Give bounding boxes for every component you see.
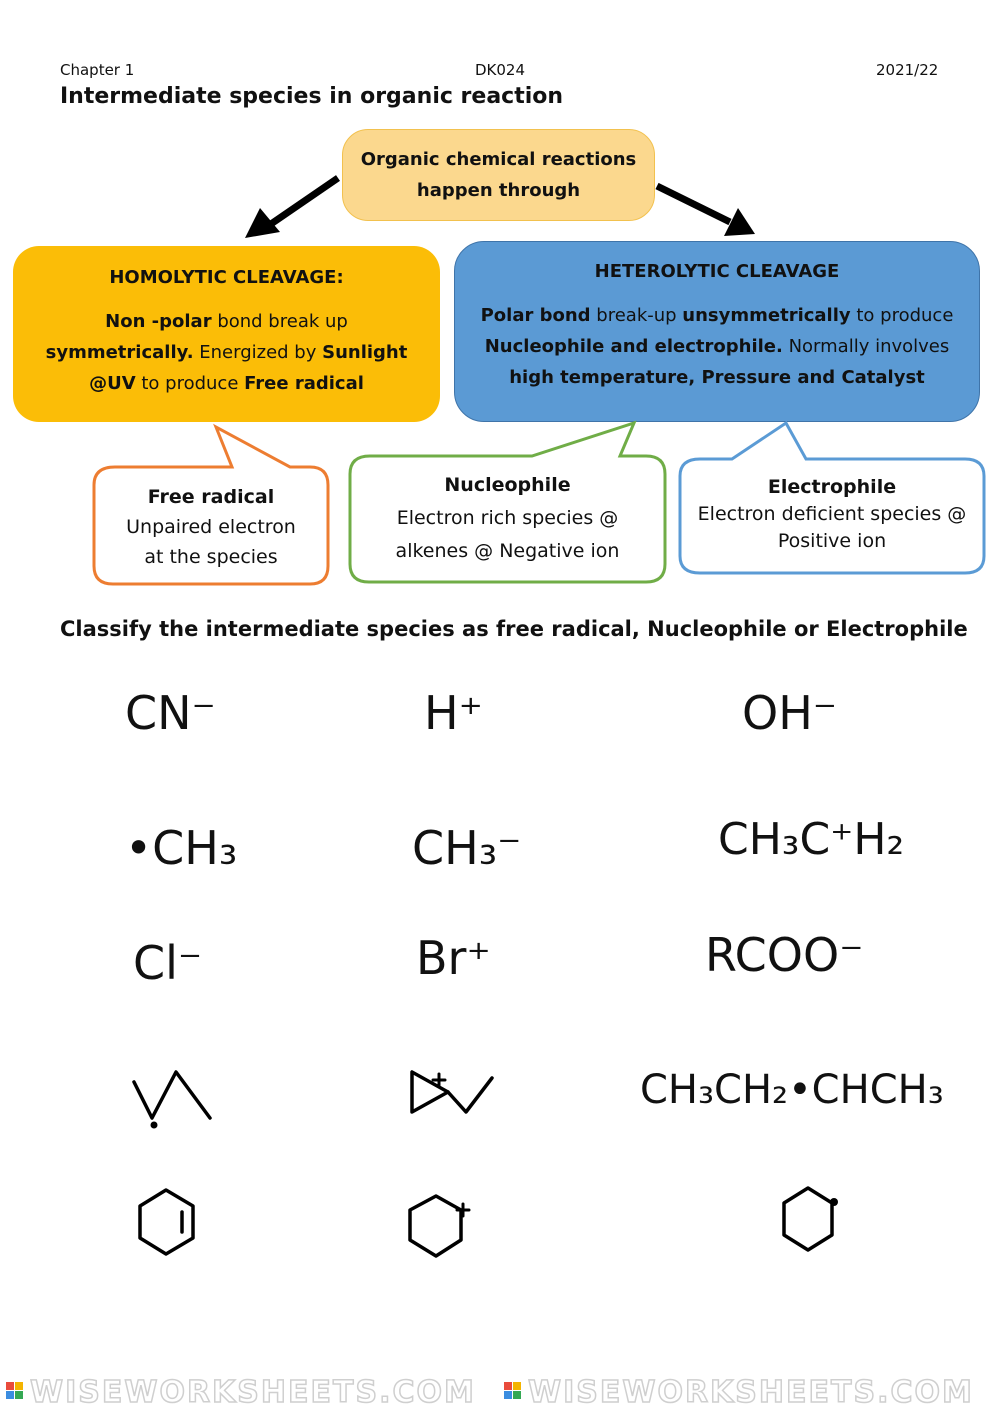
species-h-plus: H⁺ bbox=[424, 686, 483, 740]
electrophile-title: Electrophile bbox=[767, 476, 897, 498]
nucleophile-text bbox=[350, 469, 665, 568]
homolytic-line1: Non -polar bond break up bbox=[105, 311, 348, 332]
heterolytic-line3: high temperature, Pressure and Catalyst bbox=[509, 367, 925, 388]
watermark-banner bbox=[0, 1372, 1000, 1413]
species-chloride: Cl⁻ bbox=[133, 936, 203, 990]
watermark-text-left: WISEWORKSHEETS.COM bbox=[30, 1375, 476, 1410]
classify-question: Classify the intermediate species as free radical, Nucleophile or Electrophile bbox=[60, 617, 968, 641]
species-bromonium: Br⁺ bbox=[416, 931, 491, 985]
electrophile-text bbox=[680, 474, 984, 555]
species-carboxylate: RCOO⁻ bbox=[705, 928, 864, 982]
nucleophile-title: Nucleophile bbox=[444, 474, 571, 496]
species-methyl-radical: •CH₃ bbox=[125, 821, 238, 875]
species-oh: OH⁻ bbox=[742, 686, 838, 740]
ring-radical-dot bbox=[830, 1198, 838, 1206]
electrophile-line1: Electron deficient species @ bbox=[697, 503, 967, 525]
homolytic-line3: @UV to produce Free radical bbox=[89, 373, 364, 394]
cyclohexene-ring bbox=[140, 1190, 193, 1254]
triangle-cation bbox=[412, 1072, 448, 1112]
page-title: Intermediate species in organic reaction bbox=[60, 84, 564, 109]
top-box-line1: Organic chemical reactions bbox=[360, 149, 637, 170]
top-box-line2: happen through bbox=[416, 180, 581, 201]
watermark-logo-left bbox=[6, 1382, 23, 1399]
cyclohexyl-cation-ring bbox=[410, 1196, 461, 1256]
heterolytic-line2: Nucleophile and electrophile. Normally involves bbox=[484, 336, 950, 357]
cation-chain bbox=[448, 1078, 492, 1112]
species-sec-butyl-radical: CH₃CH₂•CHCH₃ bbox=[640, 1067, 944, 1113]
course-code: DK024 bbox=[475, 61, 526, 79]
species-ethyl-cation: CH₃C⁺H₂ bbox=[718, 814, 905, 865]
nucleophile-line2: alkenes @ Negative ion bbox=[395, 540, 620, 562]
homolytic-heading: HOMOLYTIC CLEAVAGE: bbox=[109, 267, 344, 288]
watermark-logo-right bbox=[504, 1382, 521, 1399]
chapter-label: Chapter 1 bbox=[60, 61, 135, 79]
free-radical-title: Free radical bbox=[147, 486, 275, 508]
radical-dot bbox=[151, 1122, 158, 1129]
homolytic-line2: symmetrically. Energized by Sunlight bbox=[45, 342, 408, 363]
free-radical-line1: Unpaired electron bbox=[126, 516, 296, 538]
free-radical-text bbox=[94, 482, 328, 572]
species-methyl-anion: CH₃⁻ bbox=[412, 821, 522, 875]
zigzag-radical bbox=[134, 1072, 210, 1118]
session-label: 2021/22 bbox=[876, 61, 939, 79]
watermark-text-right: WISEWORKSHEETS.COM bbox=[528, 1375, 974, 1410]
species-cn: CN⁻ bbox=[125, 686, 216, 740]
free-radical-line2: at the species bbox=[144, 546, 278, 568]
nucleophile-line1: Electron rich species @ bbox=[396, 507, 619, 529]
cation-plus bbox=[457, 1204, 469, 1216]
heterolytic-line1: Polar bond break-up unsymmetrically to produce bbox=[480, 305, 954, 326]
heterolytic-heading: HETEROLYTIC CLEAVAGE bbox=[594, 261, 840, 282]
cyclohexyl-radical-ring bbox=[784, 1188, 832, 1250]
electrophile-line2: Positive ion bbox=[777, 530, 887, 552]
skeletal-structures bbox=[0, 1040, 1000, 1300]
